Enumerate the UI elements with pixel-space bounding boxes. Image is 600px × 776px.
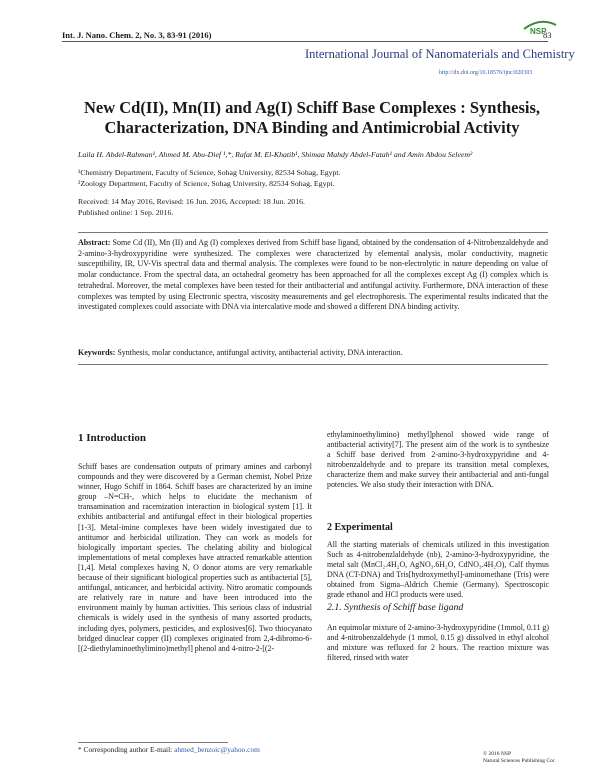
journal-name: International Journal of Nanomaterials and Chemistry (305, 47, 575, 61)
corresponding-label: * Corresponding author E-mail: (78, 745, 173, 754)
synthesis-text: An equimolar mixture of 2-amino-3-hydroxypyridine (1mmol, 0.11 g) and 4-nitrobenzaldehyde (1 mmol, 0.15 g) dissolved in ethyl alcohol and mixture was refluxed for 2 hours. The reaction mixture was filtered, rinsed with water (327, 623, 549, 663)
running-header-citation: Int. J. Nano. Chem. 2, No. 3, 83-91 (2016) (62, 30, 212, 40)
copyright-notice (483, 751, 556, 765)
keywords-text: Synthesis, molar conductance, antifungal activity, antibacterial activity, DNA interaction. (117, 348, 403, 357)
doi-link[interactable]: http://dx.doi.org/10.18576/ijnc/020303 (439, 70, 533, 76)
header-rule (62, 41, 548, 42)
paper-title: New Cd(II), Mn(II) and Ag(I) Schiff Base Complexes : Synthesis, Characterization, DNA Binding and Antimicrobial Activity (83, 98, 541, 137)
section-heading-introduction: 1 Introduction (78, 432, 146, 444)
svg-text:NSP: NSP (530, 27, 547, 36)
keywords-label: Keywords: (78, 348, 116, 357)
received-dates: Received: 14 May 2016, Revised: 16 Jun. 2016, Accepted: 18 Jun. 2016. (78, 197, 305, 206)
introduction-continued: ethylaminoethylimino) methyl]phenol showed wide range of antibacterial activity[7]. The present aim of the work is to synthesize a Schiff base derived from 2-amino-3-hydroxypyridine and 4-nitrobenzaldehyde and to prepare its transition metal complexes, characterize them and make survey their antibacterial and anti-fungal potencies. We also study their interaction with DNA. (327, 430, 549, 490)
affiliation-2: ²Zoology Department, Faculty of Science, Sohag University, 82534 Sohag, Egypt. (78, 179, 335, 188)
section-heading-experimental: 2 Experimental (327, 522, 393, 533)
abstract-text: Some Cd (II), Mn (II) and Ag (I) complexes derived from Schiff base ligand, obtained by the condensation of 4-Nitrobenzaldehyde and 2-amino-3-hydroxypyridine were synthesized. The complexes were characterized by elemental analysis, molar conductivity, magnetic susceptibility, IR, UV-Vis spectral data and thermal analysis. The complexes were found to be non-electrolytic in nature depending on value of molar conductance. From the spectral data, an octahedral geometry has been approached for all the complexes except Ag (I) complex which is tetrahedral. Moreover, the metal complexes have been tested for their antibacterial and antifungal activity. Furthermore, DNA interaction of these complexes was tempted by using Electronic spectra, viscosity measurements and gel electrophoresis. The experimental results indicated that the investigated complexes could associate with DNA via intercalative mode and showed a different DNA binding activity. (78, 238, 549, 312)
experimental-text: All the starting materials of chemicals utilized in this investigation Such as 4-nitrobenzlaldehyde (nb), 2-amino-3-hydroxypyridine, the metal salt (MnCl₂.4H₂O, AgNO₃.6H₂O, CdNO₃.4H₂O), Calf thymus DNA (CT-DNA) and Tris[hydroxymethyl]-aminomethane (Tris) were obtained from Sigma–Aldrich Chemie (Germany). Spectroscopic grade ethanol and HCl products were used. (327, 540, 549, 600)
published-date: Published online: 1 Sep. 2016. (78, 208, 174, 217)
abstract-bottom-rule (78, 364, 548, 365)
subsection-heading-synthesis: 2.1. Synthesis of Schiff base ligand (327, 602, 464, 613)
abstract-top-rule (78, 232, 548, 233)
affiliation-1: ¹Chemistry Department, Faculty of Science, Sohag University, 82534 Sohag, Egypt. (78, 168, 341, 177)
corresponding-email[interactable]: ahmed_benzoic@yahoo.com (174, 745, 260, 754)
keywords (78, 348, 548, 357)
publisher-logo (520, 15, 560, 37)
author-list: Laila H. Abdel-Rahman¹, Ahmed M. Abu-Dief ¹,*, Rafat M. El-Khatib¹, Shimaa Mahdy Abdel-Fatah¹ and Amin Abdou Seleem² (78, 150, 473, 159)
corresponding-author-footnote (78, 745, 260, 754)
publisher-text: Natural Sciences Publishing Cor. (483, 758, 556, 764)
introduction-text: Schiff bases are condensation outputs of primary amines and carbonyl compounds and they were discovered by a German chemist, Nobel Prize winner, Hugo Schiff in 1864. Schiff bases are characterized by an imine group –N=CH-, which helps to elucidate the mechanism of transamination and racemization interaction in biological system [1]. It exhibits antibacterial and antifungal effect in their biological properties [1-3]. Metal-imine complexes have been widely investigated due to antitumor and herbicidal utilization. They can work as models for biologically important species. The chelating ability and biological implementations of metal complexes have attracted remarkable attention [1,4]. Metal complexes having N, O donor atoms are very remarkable because of their significant biological properties such as antibacterial [5], antifungal, anticancer, and herbicidal activity. Nitro aromatic compounds are relatively rare in nature and have been introduced into the environment mainly by human activities. This serious class of industrial chemicals is widely used in the synthesis of many assorted products, including dyes, polymers, pesticides, and explosives[6]. Two thiocyanato bridged dinuclear copper (II) complexes originated from 2,4-dibromo-6-[(2-diethylaminoethylimino)methyl] phenol and 4-nitro-2-[(2- (78, 462, 312, 653)
copyright-text: © 2016 NSP (483, 751, 512, 757)
page-number: 83 (543, 30, 552, 40)
abstract (78, 238, 548, 313)
abstract-label: Abstract: (78, 238, 111, 247)
footnote-rule (78, 742, 228, 743)
